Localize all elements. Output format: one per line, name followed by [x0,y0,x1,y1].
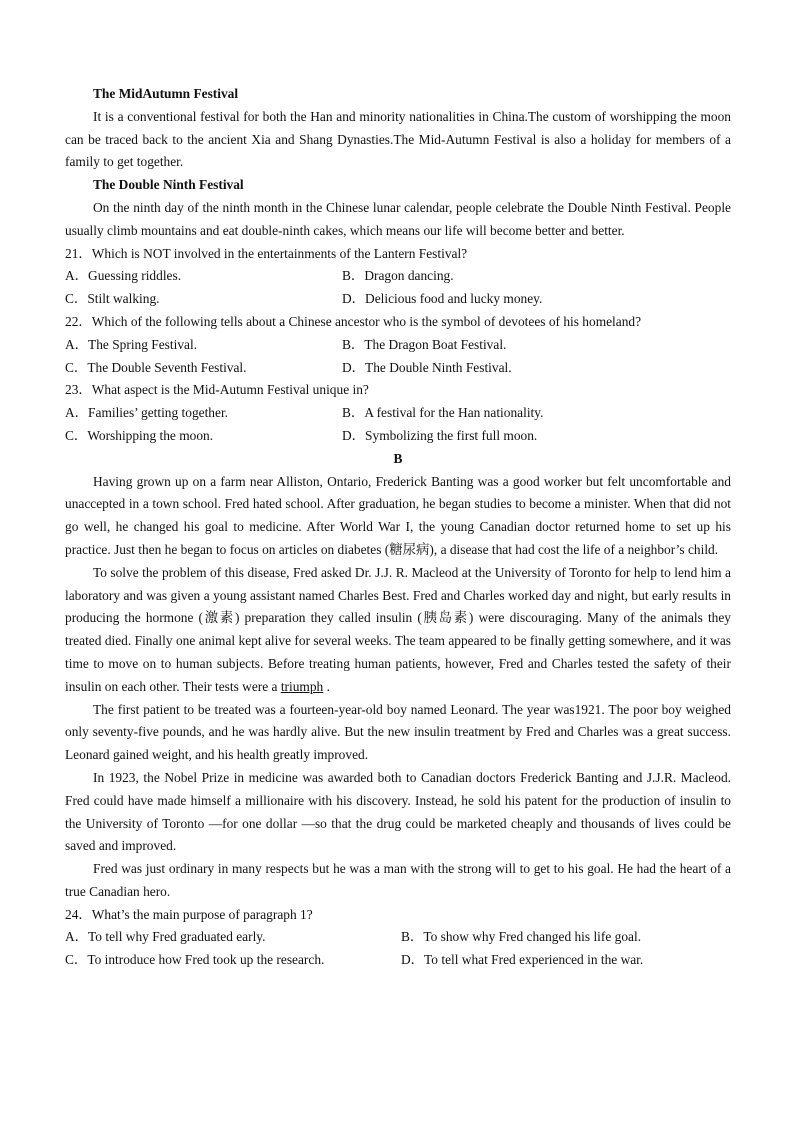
passage-b-paragraph-2 [65,562,731,699]
passage-b-paragraph-5: Fred was just ordinary in many respects but he was a man with the strong will to get to his goal. He had the heart of a true Canadian hero. [65,861,731,899]
passage-b-paragraph-3: The first patient to be treated was a fourteen-year-old boy named Leonard. The year was1921. The poor boy weighed only seventy-five pounds, and he was hardly alive. But the new insulin treatment by Fred and Charles was a great success. Leonard gained weight, and his health greatly improved. [65,701,731,763]
question-22-option-b: B．The Dragon Boat Festival. [342,336,507,352]
question-22-option-a: A．The Spring Festival. [65,336,198,352]
question-22-stem: 22．Which of the following tells about a Chinese ancestor who is the symbol of devotees of his homeland? [65,313,642,329]
mid-autumn-paragraph: It is a conventional festival for both the Han and minority nationalities in China.The custom of worshipping the moon can be traced back to the ancient Xia and Shang Dynasties.The Mid-Autumn Festival is also a holiday for members of a family to get together. [65,108,731,170]
underlined-word-triumph: triumph [280,678,324,694]
paragraph-2-text: To solve the problem of this disease, Fred asked Dr. J.J. R. Macleod at the University of Toronto for help to lend him a laboratory and was given a young assistant named Charles Best. Fred and Charles worked day and night, but early results in producing the hormone (激素) preparation they called insulin (胰岛素) were discouraging. Many of the animals they treated died. Finally one animal kept alive for several weeks. The team appeared to be finally getting somewhere, and it was time to move on to human subjects. Before treating human patients, however, Fred and Charles tested the safety of their insulin on each other. Their tests were a [65,564,731,694]
question-24-options-row-1 [65,926,731,949]
question-23-option-b: B．A festival for the Han nationality. [342,405,544,421]
double-ninth-paragraph: On the ninth day of the ninth month in the Chinese lunar calendar, people celebrate the Double Ninth Festival. People usually climb mountains and eat double-ninth cakes, which means our life will become better and better. [65,199,731,238]
question-24-option-d: D．To tell what Fred experienced in the war. [401,952,644,968]
question-23-option-a: A．Families’ getting together. [65,405,229,421]
question-21-option-c: C．Stilt walking. [65,291,160,307]
question-22-option-c: C．The Double Seventh Festival. [65,359,247,375]
question-21-option-b: B．Dragon dancing. [342,268,454,284]
question-24-stem: 24．What’s the main purpose of paragraph 1? [65,906,313,922]
mid-autumn-heading: The MidAutumn Festival [93,86,239,101]
question-22-options-row-2 [65,357,731,380]
question-24-options-row-2 [65,949,731,972]
question-23-option-c: C．Worshipping the moon. [65,427,214,443]
question-24-option-b: B．To show why Fred changed his life goal. [401,929,642,945]
passage-b-paragraph-1: Having grown up on a farm near Alliston, Ontario, Frederick Banting was a good worker but felt uncomfortable and unaccepted in a town school. Fred hated school. After graduation, he began studies to become a minister. When that did not go well, he changed his goal to medicine. After World War I, the young Canadian doctor returned home to set up his practice. Just then he began to focus on articles on diabetes (糖尿病), a disease that had cost the life of a neighbor’s child. [65,473,731,557]
double-ninth-heading: The Double Ninth Festival [93,177,244,193]
passage-b-paragraph-4: In 1923, the Nobel Prize in medicine was awarded both to Canadian doctors Frederick Banting and J.J.R. Macleod. Fred could have made himself a millionaire with his discovery. Instead, he sold his patent for the production of insulin to the University of Toronto —for one dollar —so that the drug could be marketed cheaply and thousands of lives could be saved and improved. [65,769,731,854]
question-24-option-a: A．To tell why Fred graduated early. [65,929,266,945]
question-22-option-d: D．The Double Ninth Festival. [342,359,512,375]
question-21-option-d: D．Delicious food and lucky money. [342,291,543,307]
question-23-option-d: D．Symbolizing the first full moon. [342,427,538,443]
question-24-option-c: C．To introduce how Fred took up the research. [65,952,325,968]
question-21-options-row-2 [65,288,731,311]
question-23-options-row-2 [65,425,731,448]
document-content [65,83,731,972]
question-23-options-row-1 [65,402,731,425]
section-b-label: B [393,450,403,466]
question-21-stem: 21．Which is NOT involved in the entertainments of the Lantern Festival? [65,245,468,261]
paragraph-2-end: . [323,678,330,694]
question-21-options-row-1 [65,265,731,288]
question-21-option-a: A．Guessing riddles. [65,268,182,284]
question-23-stem: 23．What aspect is the Mid-Autumn Festival unique in? [65,382,369,398]
question-22-options-row-1 [65,334,731,357]
